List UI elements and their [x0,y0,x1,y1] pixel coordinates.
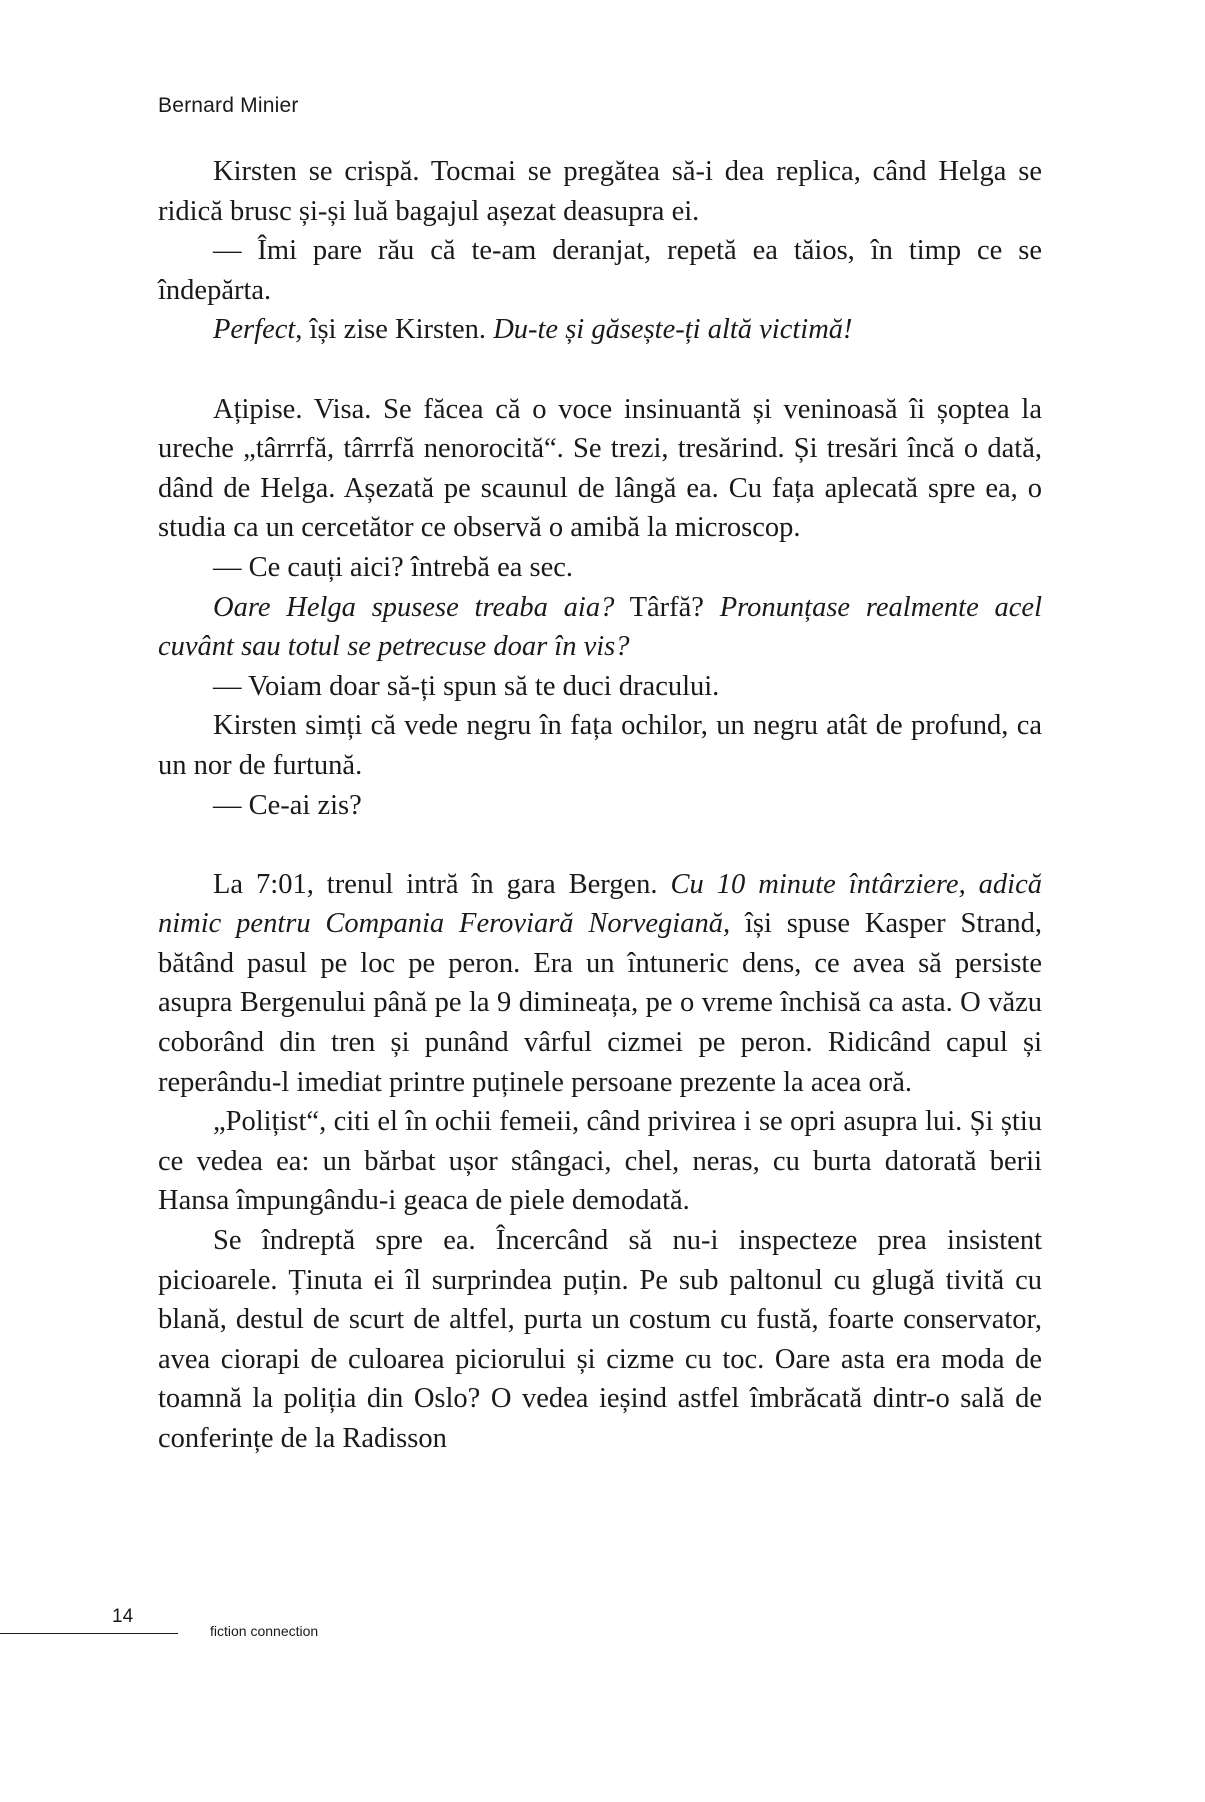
body-text [158,152,1042,1459]
dialogue-paragraph [158,667,1042,707]
text-run: La 7:01, trenul intră în gara Bergen. [213,868,671,900]
text-run: Ațipise. Visa. Se făcea că o voce insinuantă și veninoasă îi șoptea la ureche „târrrfă, târrrfă nenorocită“. Se trezi, tresărind. Și tresări încă o dată, dând de Helga. Așezată pe scaunul de lângă ea. Cu fața aplecată spre ea, o studia ca un cercetător ce observă o amibă la microscop. [158,393,1042,544]
paragraph [158,865,1042,1103]
paragraph [158,390,1042,548]
paragraph [158,152,1042,231]
dialogue-paragraph [158,548,1042,588]
text-run: Kirsten simți că vede negru în fața ochilor, un negru atât de profund, ca un nor de furtună. [158,710,1042,781]
italic-run: Cu 10 minute întârziere, adică nimic pentru Compania Feroviară Norvegiană, [158,868,1042,940]
paragraph [158,1102,1042,1221]
page-number: 14 [112,1606,134,1627]
paragraph [158,588,1042,667]
paragraph [158,706,1042,785]
text-run: Kirsten se crispă. Tocmai se pregătea să-i dea replica, când Helga se ridică brusc și-și luă bagajul așezat deasupra ei. [158,156,1042,227]
italic-run: Du-te și găsește-ți altă victimă! [493,314,853,346]
text-run: — Îmi pare rău că te-am deranjat, repetă ea tăios, în timp ce se îndepărta. [158,235,1042,306]
italic-run: Perfect [213,314,296,346]
dialogue-paragraph [158,786,1042,826]
running-head-author: Bernard Minier [158,94,299,117]
italic-run: Pronunțase realmente acel cuvânt sau totul se petrecuse doar în vis? [158,591,1042,663]
paragraph [158,1221,1042,1459]
text-run: — Ce cauți aici? întrebă ea sec. [213,551,574,583]
italic-run: Oare Helga spusese treaba aia? [213,591,615,623]
text-run: își spuse Kasper Strand, bătând pasul pe loc pe peron. Era un întuneric dens, ce avea să persiste asupra Bergenului până pe la 9 dimineața, pe o vreme închisă ca asta. O văzu coborând din tren și punând vârful cizmei pe peron. Ridicând capul și reperându-l imediat printre puținele persoane prezente la acea oră. [158,908,1042,1098]
text-run: , își zise Kirsten. [295,314,494,346]
footer-rule [0,1633,178,1634]
text-run: — Voiam doar să-ți spun să te duci dracului. [213,670,720,702]
dialogue-paragraph [158,231,1042,310]
text-run: Târfă? [614,591,720,623]
text-run: Se îndreptă spre ea. Încercând să nu-i inspecteze prea insistent picioarele. Ținuta ei îl surprindea puțin. Pe sub paltonul cu glugă tivită cu blană, destul de scurt de altfel, purta un costum cu fustă, foarte conservator, avea ciorapi de culoarea piciorului și cizme cu toc. Oare asta era moda de toamnă la poliția din Oslo? O vedea ieșind astfel îmbrăcată dintr-o sală de conferințe de la Radisson [158,1225,1042,1454]
imprint-label: fiction connection [210,1623,319,1639]
paragraph [158,310,1042,350]
text-run: „Polițist“, citi el în ochii femeii, când privirea i se opri asupra lui. Și știu ce vedea ea: un bărbat ușor stângaci, chel, neras, cu burta datorată berii Hansa împungându-i geaca de piele demodată. [158,1106,1042,1217]
text-run: — Ce-ai zis? [213,789,362,821]
